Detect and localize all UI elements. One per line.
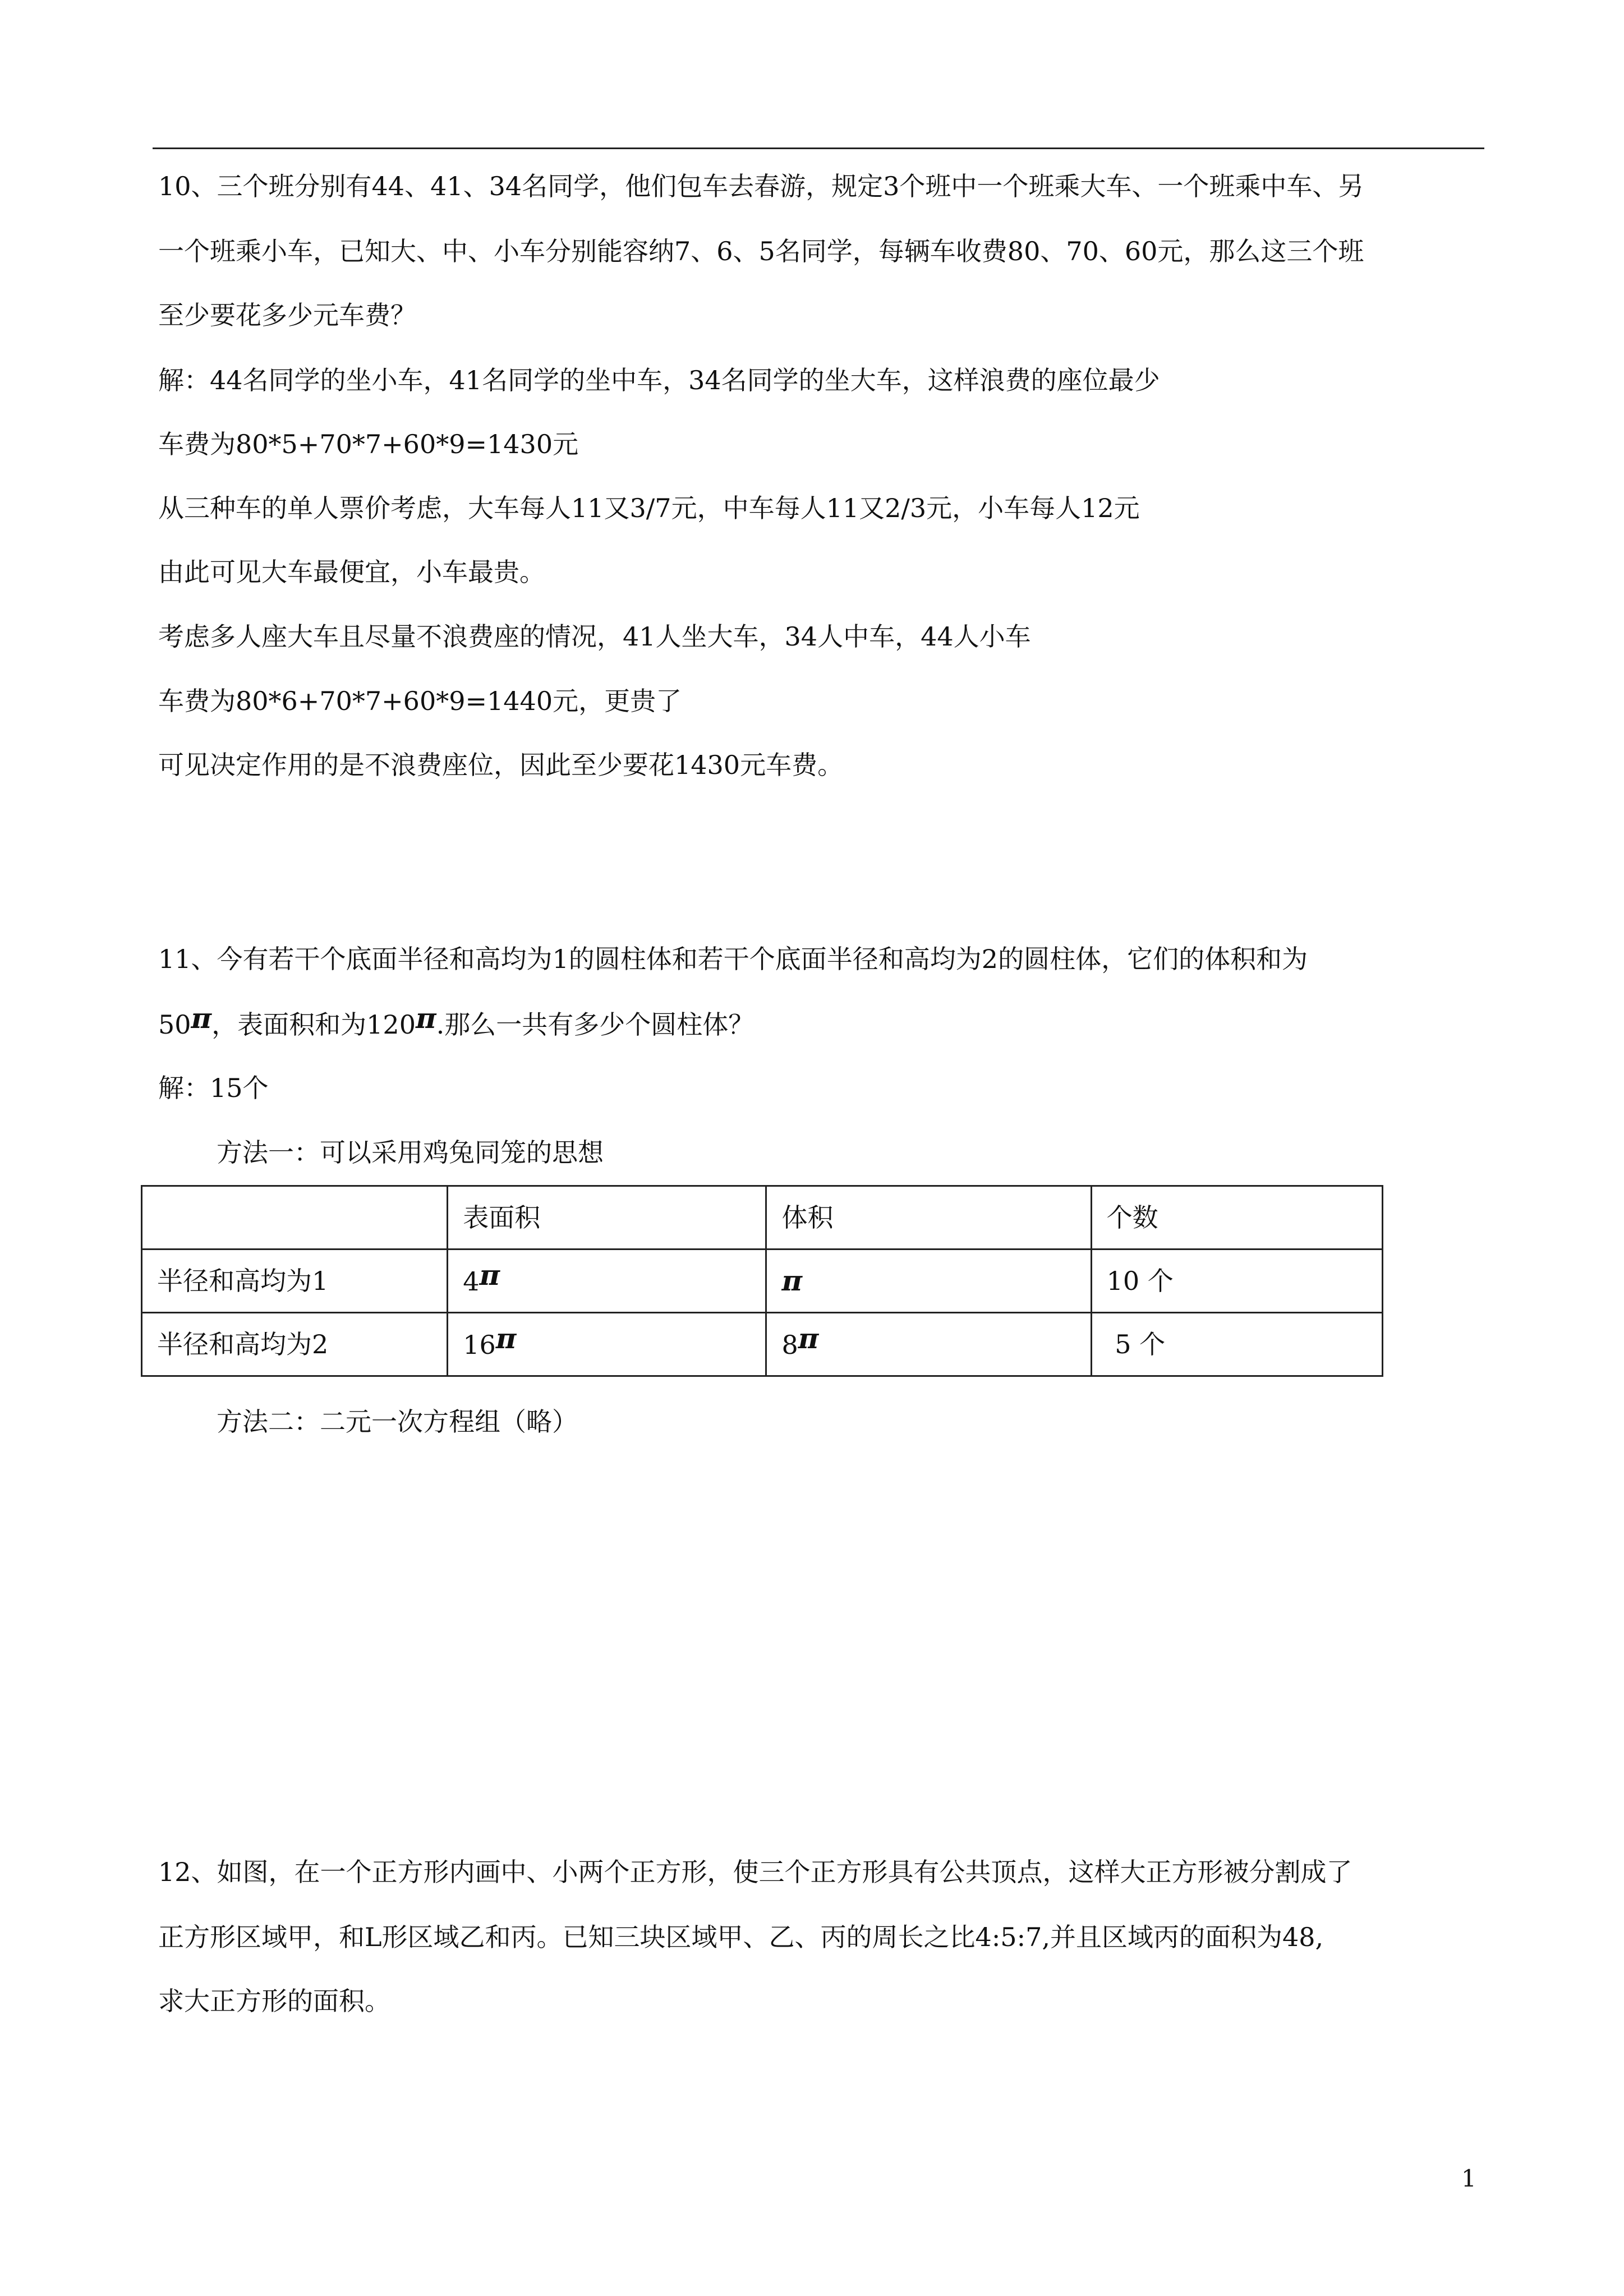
q11-volume-sum: 50 xyxy=(158,1009,191,1040)
pi-symbol: π xyxy=(479,1258,500,1292)
pi-symbol: π xyxy=(191,1002,212,1035)
pi-symbol: π xyxy=(415,1002,436,1035)
q10-line-2: 一个班乘小车，已知大、中、小车分别能容纳7、6、5名同学，每辆车收费80、70、60元，那么这三个班 xyxy=(158,236,1364,266)
table-row xyxy=(142,1250,1383,1313)
table-header-cell: 个数 xyxy=(1091,1186,1382,1250)
table-header-cell: 体积 xyxy=(766,1186,1091,1250)
q12-line-1: 12、如图，在一个正方形内画中、小两个正方形，使三个正方形具有公共顶点，这样大正方形被分割成了 xyxy=(158,1857,1352,1887)
cylinder-table xyxy=(141,1185,1383,1377)
q11-question: .那么一共有多少个圆柱体？ xyxy=(436,1009,755,1040)
q10-solution-line-5: 考虑多人座大车且尽量不浪费座的情况，41人坐大车，34人中车，44人小车 xyxy=(158,621,1031,652)
q10-solution-line-2: 车费为80*5+70*7+60*9=1430元 xyxy=(158,429,579,459)
table-cell-volume xyxy=(766,1250,1091,1313)
q11-line-1: 11、今有若干个底面半径和高均为1的圆柱体和若干个底面半径和高均为2的圆柱体，它们的体积和为 xyxy=(158,944,1308,974)
table-header-cell: 表面积 xyxy=(448,1186,766,1250)
pi-symbol: π xyxy=(781,1264,803,1297)
q10-solution-line-4: 由此可见大车最便宜，小车最贵。 xyxy=(158,557,545,587)
table-row xyxy=(142,1313,1383,1376)
q11-answer: 解：15个 xyxy=(158,1073,269,1103)
table-cell-count: 10 个 xyxy=(1091,1250,1382,1313)
table-cell-volume: 8π xyxy=(766,1313,1091,1376)
q10-solution-line-1: 解：44名同学的坐小车，41名同学的坐中车，34名同学的坐大车，这样浪费的座位最少 xyxy=(158,365,1160,395)
q12-line-2: 正方形区域甲，和L形区域乙和丙。已知三块区域甲、乙、丙的周长之比4:5:7,并且区域丙的面积为48, xyxy=(158,1922,1324,1952)
table-header-cell xyxy=(142,1186,448,1250)
q10-solution-line-6: 车费为80*6+70*7+60*9=1440元，更贵了 xyxy=(158,686,682,716)
page-number: 1 xyxy=(1461,2165,1476,2192)
pi-symbol: π xyxy=(495,1321,517,1355)
q11-method-2: 方法二：二元一次方程组（略） xyxy=(217,1407,578,1437)
q10-line-3: 至少要花多少元车费？ xyxy=(158,300,416,330)
table-cell-area: 4π xyxy=(448,1250,766,1313)
q10-line-1: 10、三个班分别有44、41、34名同学，他们包车去春游，规定3个班中一个班乘大车、一个班乘中车、另 xyxy=(158,171,1364,201)
table-cell-label: 半径和高均为1 xyxy=(142,1250,448,1313)
table-header-row xyxy=(142,1186,1383,1250)
table-cell-count: 5 个 xyxy=(1091,1313,1382,1376)
header-rule xyxy=(153,147,1484,149)
pi-symbol: π xyxy=(798,1321,819,1355)
q10-solution-line-7: 可见决定作用的是不浪费座位，因此至少要花1430元车费。 xyxy=(158,750,844,780)
q12-line-3: 求大正方形的面积。 xyxy=(158,1986,390,2016)
table-cell-label: 半径和高均为2 xyxy=(142,1313,448,1376)
table-cell-area: 16π xyxy=(448,1313,766,1376)
q11-area-sum: ，表面积和为120 xyxy=(211,1009,416,1040)
q11-line-2 xyxy=(158,1002,755,1041)
q10-solution-line-3: 从三种车的单人票价考虑，大车每人11又3/7元，中车每人11又2/3元，小车每人12元 xyxy=(158,493,1140,523)
q11-method-1: 方法一：可以采用鸡兔同笼的思想 xyxy=(217,1137,604,1168)
